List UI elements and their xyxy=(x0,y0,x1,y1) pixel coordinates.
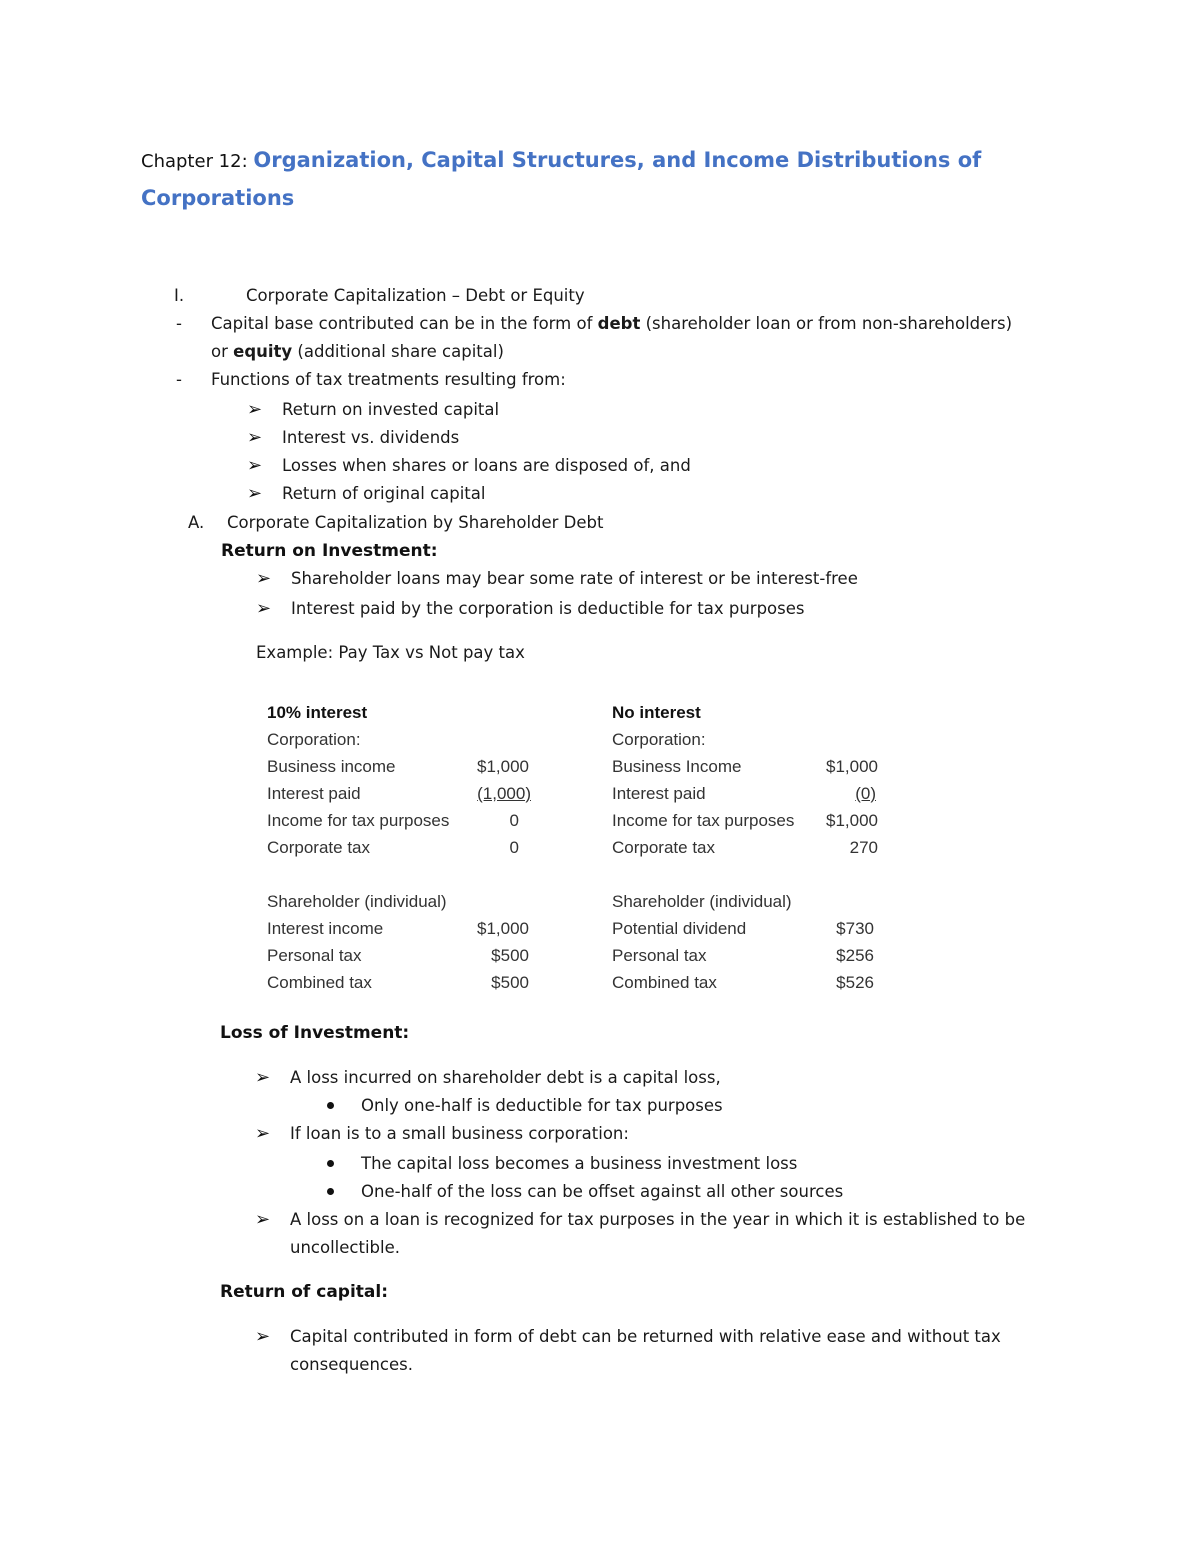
dash-marker: - xyxy=(176,314,182,333)
arrow-bullet-icon: ➢ xyxy=(247,455,263,476)
list-item: If loan is to a small business corporation: xyxy=(290,1124,629,1143)
capital-heading: Return of capital: xyxy=(220,1282,389,1302)
subsection-heading: Corporate Capitalization by Shareholder Debt xyxy=(227,513,604,532)
table-row: Interest paid (0) xyxy=(612,784,876,803)
list-item: Interest paid by the corporation is deductible for tax purposes xyxy=(291,599,805,618)
table-row: Business income $1,000 xyxy=(267,757,529,776)
list-item-line1: Capital contributed in form of debt can be returned with relative ease and without tax xyxy=(290,1327,1001,1346)
table-section-label: Corporation: xyxy=(612,730,706,749)
dot-bullet-icon xyxy=(327,1188,334,1195)
list-item: Return on invested capital xyxy=(282,400,500,419)
list-item: Return of original capital xyxy=(282,484,486,503)
subsection-letter: A. xyxy=(188,513,205,532)
list-item: Only one-half is deductible for tax purposes xyxy=(361,1096,723,1115)
loss-heading: Loss of Investment: xyxy=(220,1023,410,1043)
table-row: Combined tax $500 xyxy=(267,973,529,992)
arrow-bullet-icon: ➢ xyxy=(255,1209,271,1230)
chapter-label: Chapter 12: xyxy=(141,151,254,172)
dash-item-functions: Functions of tax treatments resulting from: xyxy=(211,370,566,389)
table-row: Personal tax $500 xyxy=(267,946,529,965)
table-row: Interest income $1,000 xyxy=(267,919,529,938)
table-row: Personal tax $256 xyxy=(612,946,874,965)
table-section-label: Corporation: xyxy=(267,730,361,749)
section-heading: Corporate Capitalization – Debt or Equity xyxy=(246,286,585,305)
table-title: 10% interest xyxy=(267,703,368,722)
list-item: The capital loss becomes a business investment loss xyxy=(361,1154,798,1173)
section-numeral: I. xyxy=(174,286,185,305)
list-item-line1: A loss on a loan is recognized for tax purposes in the year in which it is established to be xyxy=(290,1210,1026,1229)
list-item: Losses when shares or loans are disposed of, and xyxy=(282,456,691,475)
table-10-percent-interest xyxy=(267,699,537,999)
chapter-heading: Organization, Capital Structures, and Income Distributions of Corporations xyxy=(141,148,982,210)
list-item: Interest vs. dividends xyxy=(282,428,460,447)
table-row: Income for tax purposes $1,000 xyxy=(612,811,878,830)
dot-bullet-icon xyxy=(327,1102,334,1109)
arrow-bullet-icon: ➢ xyxy=(247,427,263,448)
list-item: A loss incurred on shareholder debt is a capital loss, xyxy=(290,1068,721,1087)
table-no-interest xyxy=(612,699,882,999)
table-row: Corporate tax 270 xyxy=(612,838,878,857)
example-label: Example: Pay Tax vs Not pay tax xyxy=(256,643,525,662)
arrow-bullet-icon: ➢ xyxy=(256,598,272,619)
arrow-bullet-icon: ➢ xyxy=(255,1123,271,1144)
arrow-bullet-icon: ➢ xyxy=(255,1067,271,1088)
arrow-bullet-icon: ➢ xyxy=(247,399,263,420)
arrow-bullet-icon: ➢ xyxy=(255,1326,271,1347)
table-row: Combined tax $526 xyxy=(612,973,874,992)
arrow-bullet-icon: ➢ xyxy=(247,483,263,504)
arrow-bullet-icon: ➢ xyxy=(256,568,272,589)
table-row: Business Income $1,000 xyxy=(612,757,878,776)
table-title: No interest xyxy=(612,703,701,722)
dash-item-debt-line1: Capital base contributed can be in the form of debt (shareholder loan or from non-shareholders) xyxy=(211,314,1013,333)
table-section-label: Shareholder (individual) xyxy=(612,892,792,911)
dash-item-debt-line2: or equity (additional share capital) xyxy=(211,342,504,361)
table-section-label: Shareholder (individual) xyxy=(267,892,447,911)
list-item-line2: uncollectible. xyxy=(290,1238,400,1257)
table-row: Corporate tax 0 xyxy=(267,838,519,857)
dash-marker: - xyxy=(176,370,182,389)
dot-bullet-icon xyxy=(327,1160,334,1167)
list-item: One-half of the loss can be offset against all other sources xyxy=(361,1182,844,1201)
table-row: Potential dividend $730 xyxy=(612,919,874,938)
table-row: Income for tax purposes 0 xyxy=(267,811,519,830)
chapter-title xyxy=(141,142,1041,217)
table-row: Interest paid (1,000) xyxy=(267,784,531,803)
list-item: Shareholder loans may bear some rate of interest or be interest-free xyxy=(291,569,858,588)
roi-heading: Return on Investment: xyxy=(221,541,438,561)
list-item-line2: consequences. xyxy=(290,1355,413,1374)
